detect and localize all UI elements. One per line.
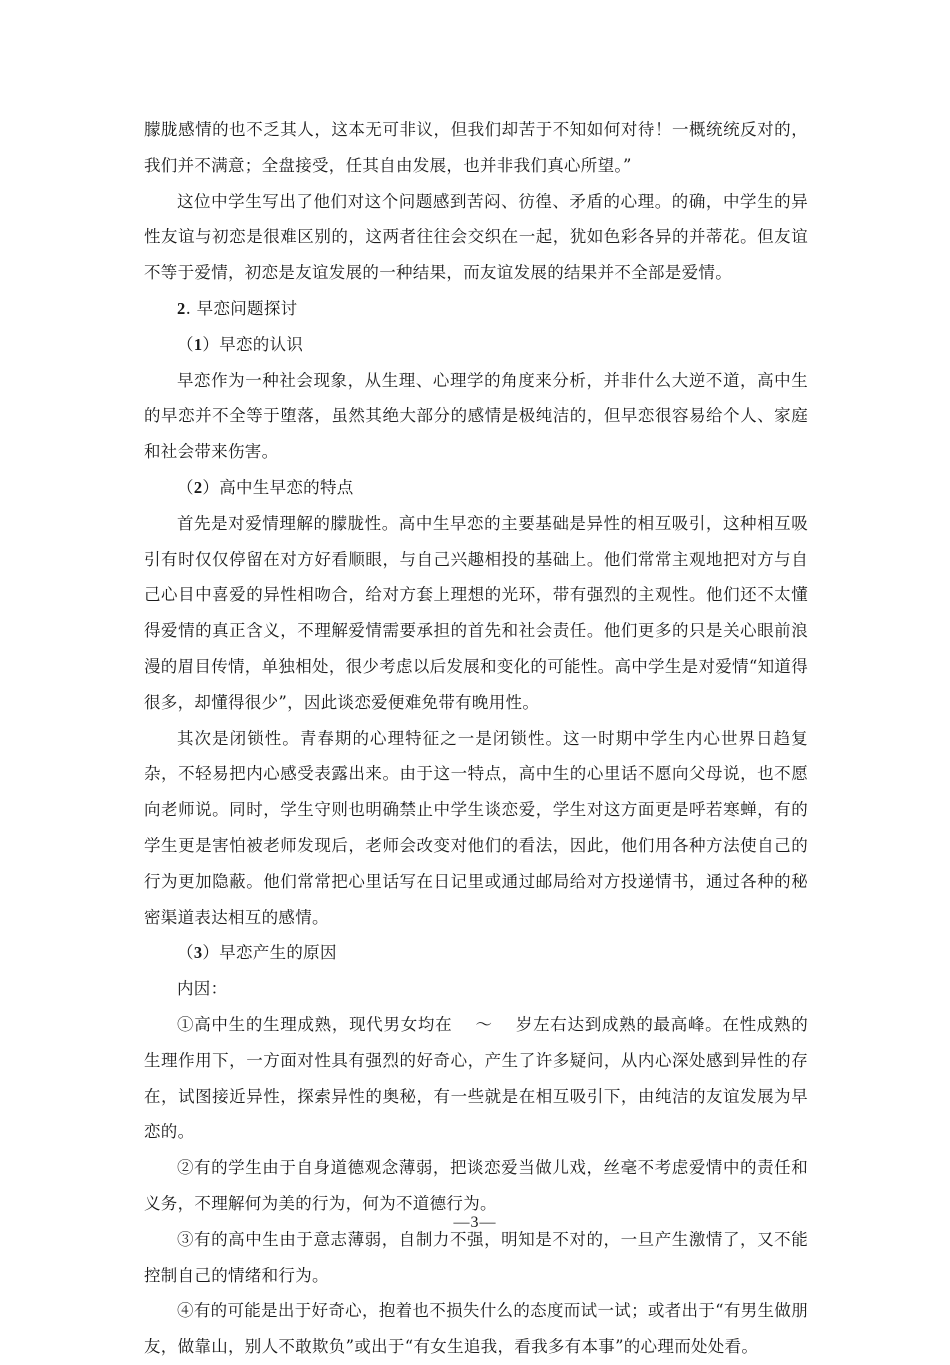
list-item: ③有的高中生由于意志薄弱，自制力不强，明知是不对的，一旦产生激情了，又不能控制自己的情绪和行为。	[144, 1229, 808, 1285]
paragraph: 朦胧感情的也不乏其人，这本无可非议，但我们却苦于不知如何对待！一概统统反对的，我们并不满意；全盘接受，任其自由发展，也并非我们真心所望。”	[144, 120, 808, 175]
subsection-title: 早恋的认识	[219, 334, 304, 354]
subsection-heading: （2）高中生早恋的特点	[177, 477, 354, 497]
subsection-number: 3	[193, 943, 203, 963]
paragraph: 内因：	[177, 979, 228, 999]
section-number: 2	[177, 298, 186, 318]
page-number: —3—	[453, 1214, 497, 1231]
list-item: ④有的可能是出于好奇心，抱着也不损失什么的态度而试一试；或者出于“有男生做朋友，做靠山，别人不敢欺负”或出于“有女生追我，看我多有本事”的心理而处处看。	[144, 1301, 808, 1357]
subsection-number: 2	[193, 477, 203, 497]
subsection-title: 高中生早恋的特点	[219, 477, 354, 497]
paragraph: 早恋作为一种社会现象，从生理、心理学的角度来分析，并非什么大逆不道，高中生的早恋并不全等于堕落，虽然其绝大部分的感情是极纯洁的，但早恋很容易给个人、家庭和社会带来伤害。	[144, 370, 808, 462]
subsection-title: 早恋产生的原因	[219, 943, 337, 963]
paragraph: 其次是闭锁性。青春期的心理特征之一是闭锁性。这一时期中学生内心世界日趋复杂，不轻易把内心感受表露出来。由于这一特点，高中生的心里话不愿向父母说，也不愿向老师说。同时，学生守则也明确禁止中学生谈恋爱，学生对这方面更是呼若寒蝉，有的学生更是害怕被老师发现后，老师会改变对他们的看法，因此，他们用各种方法使自己的行为更加隐蔽。他们常常把心里话写在日记里或通过邮局给对方投递情书，通过各种的秘密渠道表达相互的感情。	[144, 728, 808, 927]
subsection-number: 1	[193, 334, 203, 354]
document-body	[144, 112, 808, 1365]
subsection-heading: （1）早恋的认识	[177, 334, 304, 354]
list-item: ②有的学生由于自身道德观念薄弱，把谈恋爱当做儿戏，丝毫不考虑爱情中的责任和义务，不理解何为美的行为，何为不道德行为。	[144, 1158, 808, 1213]
section-heading	[144, 291, 808, 327]
paragraph: 首先是对爱情理解的朦胧性。高中生早恋的主要基础是异性的相互吸引，这种相互吸引有时仅仅停留在对方好看顺眼，与自己兴趣相投的基础上。他们常常主观地把对方与自己心目中喜爱的异性相吻合，给对方套上理想的光环，带有强烈的主观性。他们还不太懂得爱情的真正含义，不理解爱情需要承担的首先和社会责任。他们更多的只是关心眼前浪漫的眉目传情，单独相处，很少考虑以后发展和变化的可能性。高中学生是对爱情“知道得很多，却懂得很少”，因此谈恋爱便难免带有晚用性。	[144, 513, 808, 712]
paragraph: 这位中学生写出了他们对这个问题感到苦闷、彷徨、矛盾的心理。的确，中学生的异性友谊与初恋是很难区别的，这两者往往会交织在一起，犹如色彩各异的并蒂花。但友谊不等于爱情，初恋是友谊发展的一种结果，而友谊发展的结果并不全部是爱情。	[144, 191, 808, 283]
section-title: . 早恋问题探讨	[185, 298, 298, 318]
subsection-heading: （3）早恋产生的原因	[177, 943, 337, 963]
list-item: ①高中生的生理成熟，现代男女均在 ～ 岁左右达到成熟的最高峰。在性成熟的生理作用下，一方面对性具有强烈的好奇心，产生了许多疑问，从内心深处感到异性的存在，试图接近异性，探索异性的奥秘，有一些就是在相互吸引下，由纯洁的友谊发展为早恋的。	[144, 1014, 808, 1142]
